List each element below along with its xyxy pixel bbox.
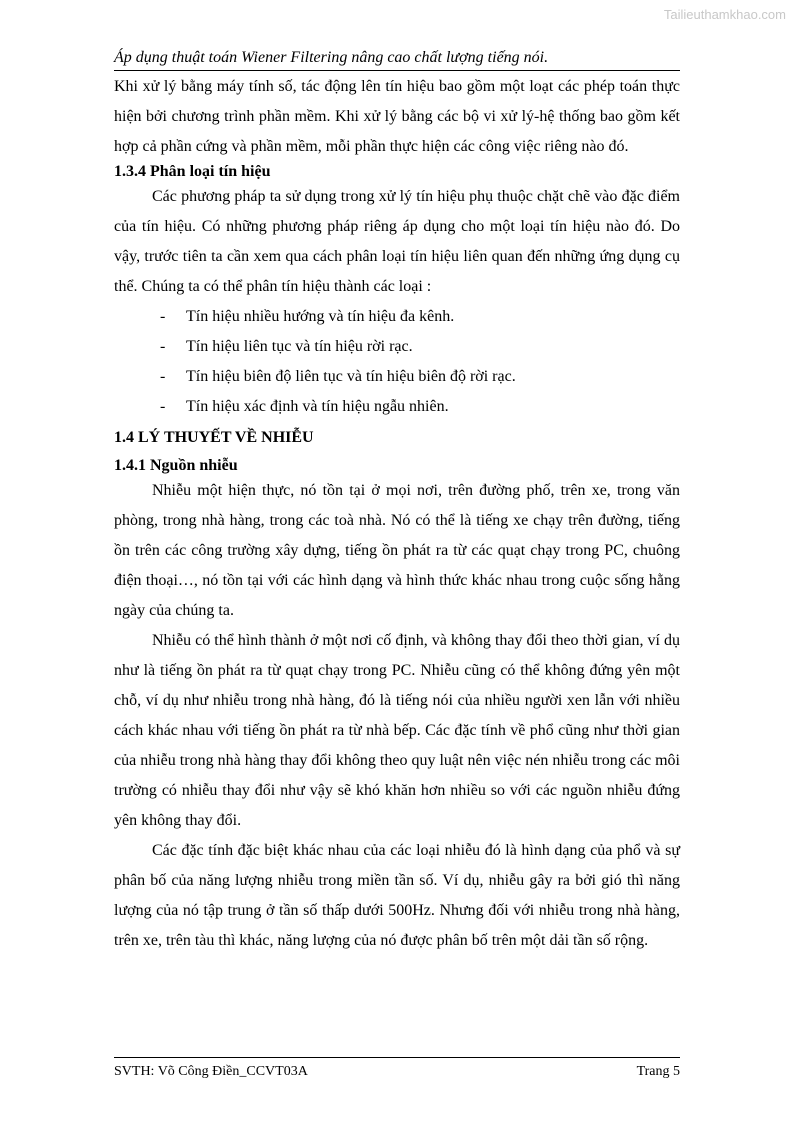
body-paragraph: Nhiễu một hiện thực, nó tồn tại ở mọi nơi, trên đường phố, trên xe, trong văn phòng, trong nhà hàng, trong các toà nhà. Nó có thể là tiếng xe chạy trên đường, tiếng ồn trên các công trường xây dựng, tiếng ồn phát ra từ các quạt chạy trong PC, chuông điện thoại…, nó tồn tại với các hình dạng và hình thức khác nhau trong cuộc sống hằng ngày của chúng ta. — [114, 482, 680, 619]
section-heading-1-4: 1.4 LÝ THUYẾT VỀ NHIỄU — [114, 429, 314, 446]
list-item — [114, 392, 680, 422]
section-heading-1-4-1: 1.4.1 Nguồn nhiễu — [114, 457, 238, 474]
list-bullet: - — [160, 368, 166, 385]
list-bullet: - — [160, 308, 166, 325]
list-item-text: Tín hiệu biên độ liên tục và tín hiệu biên độ rời rạc. — [186, 368, 516, 385]
page-footer — [114, 1057, 680, 1080]
list-bullet: - — [160, 338, 166, 355]
document-body — [114, 72, 680, 956]
body-paragraph: Nhiễu có thể hình thành ở một nơi cố định, và không thay đổi theo thời gian, ví dụ như là tiếng ồn phát ra từ quạt chạy trong PC. Nhiễu cũng có thể không đứng yên một chỗ, ví dụ như nhiễu trong nhà hàng, đó là tiếng nói của nhiều người xen lẫn với nhiều cách khác nhau với tiếng ồn phát ra từ nhà bếp. Các đặc tính về phổ cũng như thời gian của nhiễu trong nhà hàng thay đổi không theo quy luật nên việc nén nhiễu trong các môi trường có nhiễu thay đổi như vậy sẽ khó khăn hơn nhiều so với các nguồn nhiễu đứng yên không thay đổi. — [114, 632, 680, 829]
list-item-text: Tín hiệu xác định và tín hiệu ngẫu nhiên. — [186, 398, 449, 415]
list-item — [114, 362, 680, 392]
list-item — [114, 332, 680, 362]
list-item-text: Tín hiệu liên tục và tín hiệu rời rạc. — [186, 338, 413, 355]
signal-type-list — [114, 302, 680, 422]
body-paragraph: Các đặc tính đặc biệt khác nhau của các loại nhiễu đó là hình dạng của phổ và sự phân bố của năng lượng nhiễu trong miền tần số. Ví dụ, nhiễu gây ra bởi gió thì năng lượng của nó tập trung ở tần số thấp dưới 500Hz. Nhưng đối với nhiễu trong nhà hàng, trên xe, trên tàu thì khác, năng lượng của nó được phân bố trên một dải tần số rộng. — [114, 842, 680, 949]
section-heading-1-3-4: 1.3.4 Phân loại tín hiệu — [114, 163, 271, 180]
list-bullet: - — [160, 398, 166, 415]
footer-page-number: Trang 5 — [636, 1064, 680, 1079]
section-paragraph: Các phương pháp ta sử dụng trong xử lý tín hiệu phụ thuộc chặt chẽ vào đặc điểm của tín hiệu. Có những phương pháp riêng áp dụng cho một loại tín hiệu nào đó. Do vậy, trước tiên ta cần xem qua cách phân loại tín hiệu liên quan đến những ứng dụng cụ thể. Chúng ta có thể phân tín hiệu thành các loại : — [114, 188, 680, 295]
list-item — [114, 302, 680, 332]
intro-paragraph: Khi xử lý bằng máy tính số, tác động lên tín hiệu bao gồm một loạt các phép toán thực hiện bởi chương trình phần mềm. Khi xử lý bằng các bộ vi xử lý-hệ thống bao gồm kết hợp cả phần cứng và phần mềm, mỗi phần thực hiện các công việc riêng nào đó. — [114, 78, 680, 155]
watermark: Tailieuthamkhao.com — [663, 7, 786, 22]
list-item-text: Tín hiệu nhiều hướng và tín hiệu đa kênh. — [186, 308, 455, 325]
page-header: Áp dụng thuật toán Wiener Filtering nâng cao chất lượng tiếng nói. — [114, 48, 680, 71]
footer-author: SVTH: Võ Công Điền_CCVT03A — [114, 1064, 308, 1079]
